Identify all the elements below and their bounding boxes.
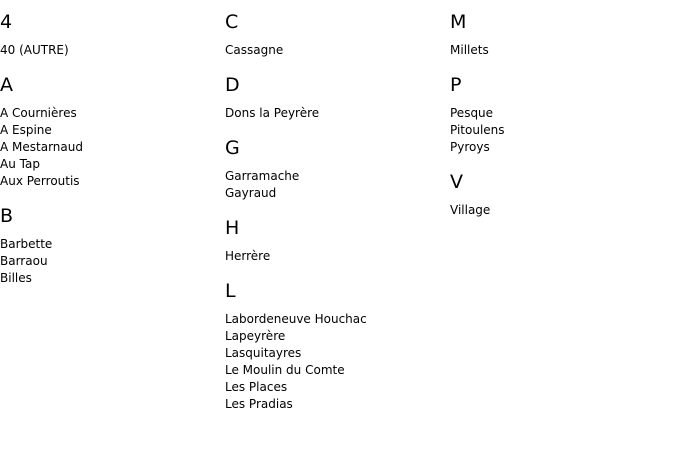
place-list — [225, 168, 445, 202]
letter-group-l — [225, 280, 445, 413]
place-link[interactable]: Millets — [450, 43, 489, 57]
place-link[interactable]: Herrère — [225, 249, 271, 263]
place-link[interactable]: Le Moulin du Comte — [225, 363, 345, 377]
place-link[interactable]: Pitoulens — [450, 123, 505, 137]
letter-heading: A — [0, 74, 13, 96]
place-link[interactable]: Lasquitayres — [225, 346, 302, 360]
letter-group-p — [450, 74, 670, 156]
place-link[interactable]: A Cournières — [0, 106, 77, 120]
place-link[interactable]: A Mestarnaud — [0, 140, 83, 154]
place-link[interactable]: Les Pradias — [225, 397, 293, 411]
place-list — [225, 248, 445, 265]
place-link[interactable]: Gayraud — [225, 186, 277, 200]
place-list — [450, 105, 670, 156]
place-link[interactable]: Labordeneuve Houchac — [225, 312, 367, 326]
letter-heading: L — [225, 280, 236, 302]
place-list — [225, 105, 445, 122]
place-link[interactable]: Pesque — [450, 106, 494, 120]
index-column-3 — [450, 11, 670, 234]
place-link[interactable]: Cassagne — [225, 43, 284, 57]
index-column-1 — [0, 11, 220, 302]
place-link[interactable]: A Espine — [0, 123, 52, 137]
letter-heading: B — [0, 205, 14, 227]
place-list — [225, 311, 445, 413]
place-link[interactable]: Pyroys — [450, 140, 490, 154]
place-link[interactable]: Billes — [0, 271, 32, 285]
index-column-2 — [225, 11, 445, 428]
letter-heading: H — [225, 217, 240, 239]
place-list — [0, 236, 220, 287]
place-list — [450, 42, 670, 59]
letter-group-c — [225, 11, 445, 59]
place-link[interactable]: Au Tap — [0, 157, 40, 171]
letter-heading: V — [450, 171, 463, 193]
letter-group-d — [225, 74, 445, 122]
place-link[interactable]: 40 (AUTRE) — [0, 43, 69, 57]
letter-heading: G — [225, 137, 240, 159]
place-link[interactable]: Garramache — [225, 169, 300, 183]
letter-heading: C — [225, 11, 239, 33]
place-list — [0, 105, 220, 190]
letter-heading: D — [225, 74, 240, 96]
place-link[interactable]: Aux Perroutis — [0, 174, 80, 188]
place-link[interactable]: Village — [450, 203, 491, 217]
letter-heading: P — [450, 74, 462, 96]
letter-group-4 — [0, 11, 220, 59]
place-link[interactable]: Lapeyrère — [225, 329, 286, 343]
letter-group-h — [225, 217, 445, 265]
letter-group-v — [450, 171, 670, 219]
letter-group-a — [0, 74, 220, 190]
letter-heading: M — [450, 11, 467, 33]
place-link[interactable]: Dons la Peyrère — [225, 106, 320, 120]
letter-group-m — [450, 11, 670, 59]
letter-heading: 4 — [0, 11, 13, 33]
place-link[interactable]: Barraou — [0, 254, 48, 268]
letter-group-b — [0, 205, 220, 287]
place-link[interactable]: Barbette — [0, 237, 53, 251]
place-list — [450, 202, 670, 219]
place-link[interactable]: Les Places — [225, 380, 288, 394]
place-list — [0, 42, 220, 59]
letter-group-g — [225, 137, 445, 202]
place-list — [225, 42, 445, 59]
